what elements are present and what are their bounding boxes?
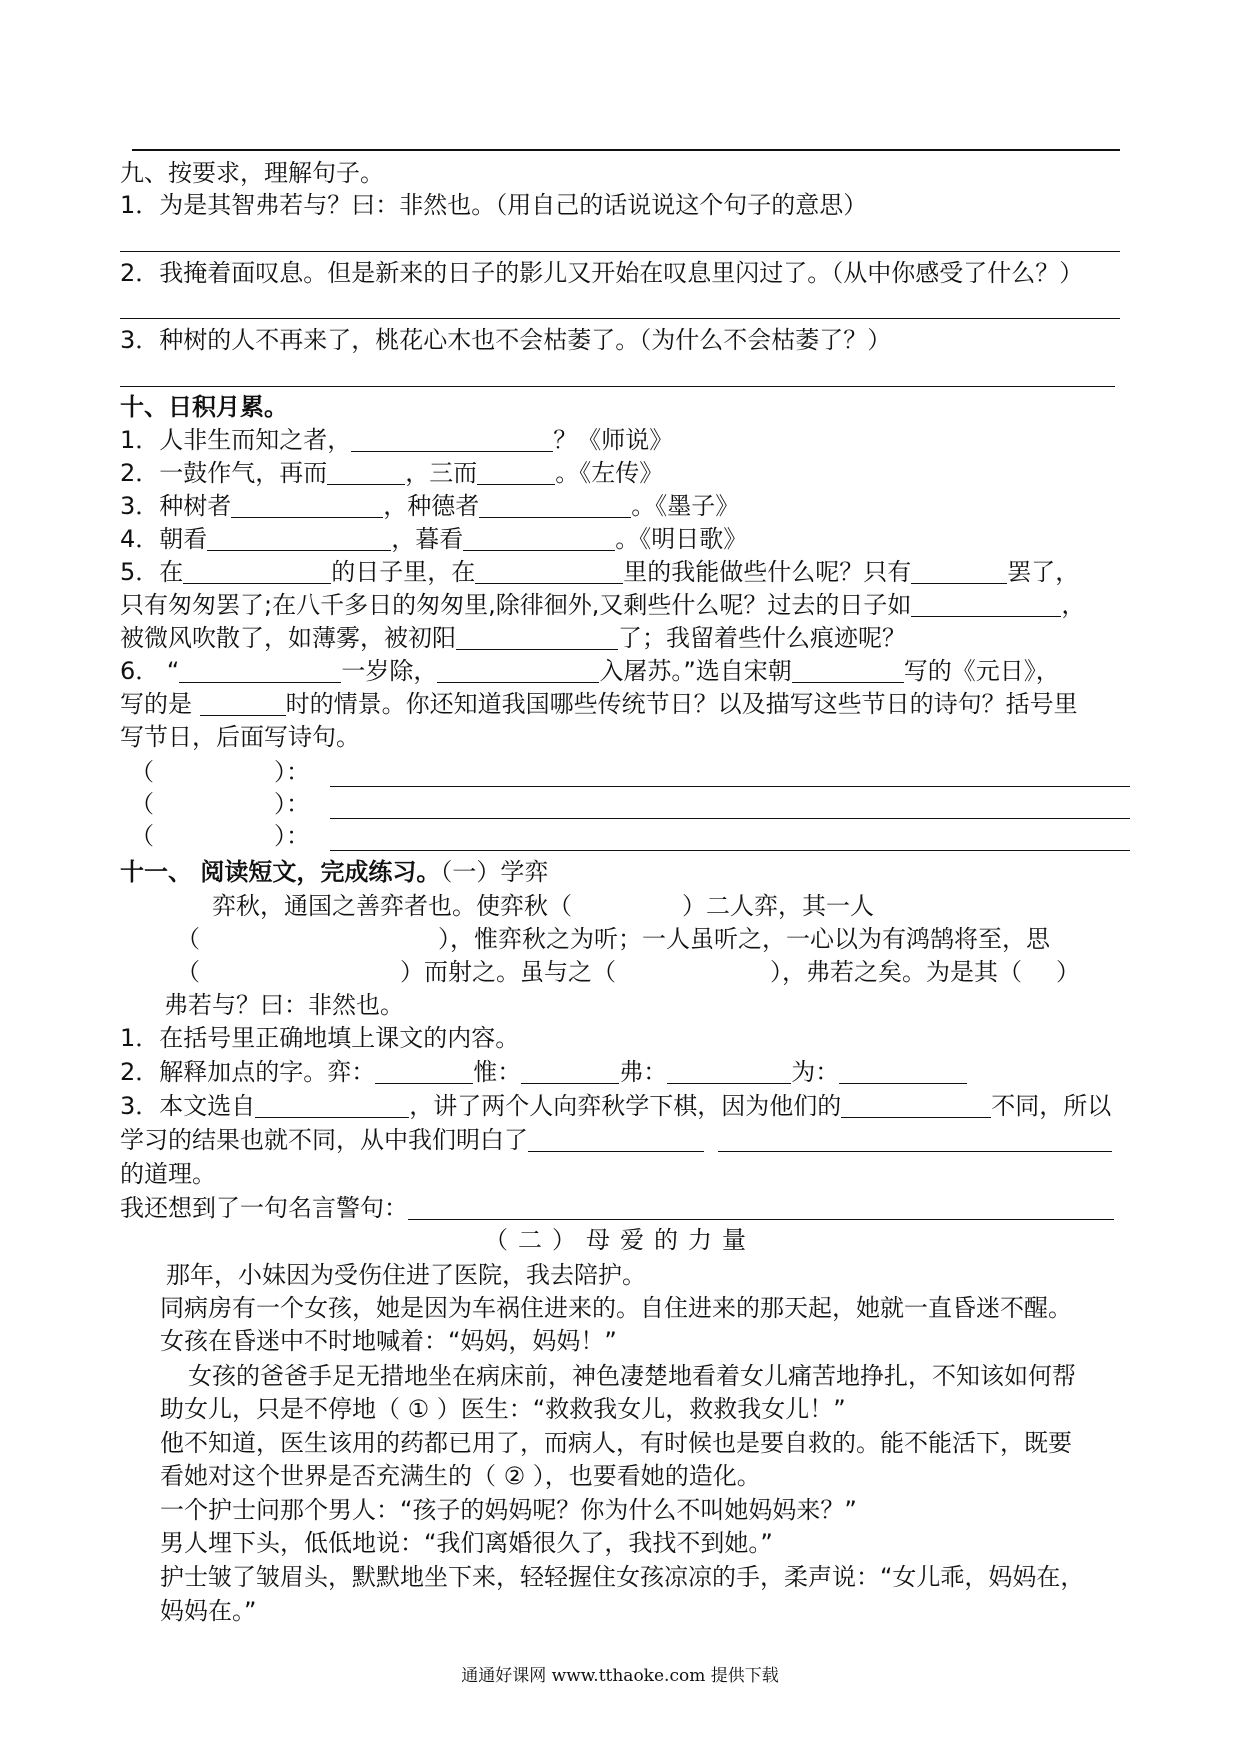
s11-question-3	[120, 1091, 1120, 1121]
blank[interactable]	[375, 1059, 473, 1084]
blank[interactable]	[408, 1195, 1114, 1220]
text: 3．本文选自	[120, 1092, 256, 1120]
s11-question-1: 1．在括号里正确地填上课文的内容。	[120, 1024, 520, 1052]
text: ），弗若之矣。为是其（	[770, 958, 1022, 986]
text: 6． “	[120, 657, 180, 685]
text: ）	[1056, 958, 1080, 986]
text: 4．朝看	[120, 525, 208, 553]
paren-open: （	[130, 758, 154, 786]
text: 弈秋，通国之善弈者也。使弈秋（	[212, 892, 572, 920]
answer-line[interactable]	[132, 149, 1120, 151]
blank[interactable]	[528, 1127, 704, 1152]
title-text: 十一、 阅读短文，完成练习。	[120, 858, 441, 886]
text: ，种德者	[383, 492, 480, 520]
blank[interactable]	[183, 559, 331, 584]
answer-line[interactable]	[330, 818, 1130, 819]
text: 。《墨子》	[631, 492, 740, 520]
passage-2-line: 护士皱了皱眉头，默默地坐下来，轻轻握住女孩凉凉的手，柔声说：“女儿乖，妈妈在，	[160, 1563, 1085, 1591]
text: ？《师说》	[553, 426, 674, 454]
text: 了；我留着些什么痕迹呢？	[618, 624, 906, 652]
blank[interactable]	[200, 691, 286, 716]
passage-2-line: 一个护士问那个男人：“孩子的妈妈呢？你为什么不叫她妈妈来？”	[160, 1496, 857, 1524]
passage-2-line: 男人埋下头，低低地说：“我们离婚很久了，我找不到她。”	[160, 1529, 773, 1557]
text: 1．人非生而知之者，	[120, 426, 352, 454]
blank[interactable]	[327, 460, 405, 485]
blank[interactable]	[456, 625, 618, 650]
text: 罢了，	[1007, 558, 1080, 586]
text: ，讲了两个人向弈秋学下棋，因为他们的	[409, 1092, 842, 1120]
blank[interactable]	[911, 592, 1061, 617]
s10-question-1	[120, 425, 1120, 455]
answer-line[interactable]	[120, 251, 1120, 252]
passage-2-line: 女孩在昏迷中不时地喊着：“妈妈，妈妈！”	[160, 1327, 617, 1355]
s11-question-2	[120, 1057, 1120, 1087]
text: 我还想到了一句名言警句：	[120, 1194, 408, 1222]
text: ）而射之。虽与之（	[400, 958, 616, 986]
blank[interactable]	[839, 1059, 967, 1084]
blank[interactable]	[477, 460, 555, 485]
blank[interactable]	[475, 559, 623, 584]
text: 一岁除，	[341, 657, 438, 685]
s11-question-4	[120, 1193, 1120, 1223]
festival-row-3	[130, 821, 1120, 851]
s10-question-6-line-3: 写节日，后面写诗句。	[120, 723, 360, 751]
s10-question-5	[120, 557, 1120, 587]
paren-close: ）：	[274, 790, 310, 818]
section-9-title: 九、按要求，理解句子。	[120, 159, 384, 187]
blank[interactable]	[479, 493, 631, 518]
blank[interactable]	[351, 427, 553, 452]
s10-question-6-line-2	[120, 689, 1120, 719]
s11-question-3-line-2	[120, 1125, 1120, 1155]
passage-line-3	[176, 957, 1120, 987]
paren-open: （	[130, 822, 154, 850]
section-11-title	[120, 857, 1120, 887]
passage-line-2	[176, 924, 1120, 954]
answer-line[interactable]	[120, 318, 1120, 319]
paren-open: （	[130, 790, 154, 818]
answer-line[interactable]	[330, 850, 1130, 851]
s10-question-4	[120, 524, 1120, 554]
text: 时的情景。你还知道我国哪些传统节日？以及描写这些节日的诗句？括号里	[285, 690, 1078, 718]
s9-question-2: 2．我掩着面叹息。但是新来的日子的影儿又开始在叹息里闪过了。（从中你感受了什么？）	[120, 259, 1084, 287]
paren-close: ）：	[274, 822, 310, 850]
paren-close: ）：	[274, 758, 310, 786]
passage-2-line: 助女儿，只是不停地（ ① ）医生：“救救我女儿，救救我女儿！”	[160, 1395, 846, 1423]
s10-question-5-line-3	[120, 623, 1120, 653]
passage-2-line: 那年，小妹因为受伤住进了医院，我去陪护。	[166, 1261, 646, 1289]
text: ，暮看	[391, 525, 464, 553]
blank[interactable]	[841, 1093, 991, 1118]
s10-question-3	[120, 491, 1120, 521]
text: 2．解释加点的字。弈：	[120, 1058, 376, 1086]
passage-2-line: 妈妈在。”	[160, 1597, 257, 1625]
text: 惟：	[473, 1058, 522, 1086]
footer-credit: 通通好课网 www.tthaoke.com 提供下载	[461, 1666, 779, 1686]
text: 弗：	[619, 1058, 668, 1086]
text: 写的是	[120, 690, 200, 718]
s10-question-5-line-2	[120, 590, 1120, 620]
subtitle-text: （一）学弈	[440, 858, 549, 886]
text: ，三而	[405, 459, 478, 487]
blank[interactable]	[521, 1059, 619, 1084]
text: 不同，所以	[991, 1092, 1112, 1120]
text: 5．在	[120, 558, 184, 586]
passage-2-line: 女孩的爸爸手足无措地坐在病床前，神色凄楚地看着女儿痛苦地挣扎，不知该如何帮	[188, 1362, 1076, 1390]
s9-question-3: 3．种树的人不再来了，桃花心木也不会枯萎了。（为什么不会枯萎了？）	[120, 326, 892, 354]
text: 2．一鼓作气，再而	[120, 459, 328, 487]
s11-question-3-line-3: 的道理。	[120, 1160, 216, 1188]
section-10-title: 十、日积月累。	[120, 393, 288, 421]
text: 3．种树者	[120, 492, 232, 520]
text: 写的《元日》，	[903, 657, 1060, 685]
text: 被微风吹散了，如薄雾，被初阳	[120, 624, 456, 652]
festival-row-2	[130, 789, 1120, 819]
text: 。《左传》	[555, 459, 664, 487]
blank[interactable]	[911, 559, 1007, 584]
blank[interactable]	[718, 1127, 1112, 1152]
answer-line[interactable]	[120, 386, 1115, 387]
text: 为：	[791, 1058, 840, 1086]
passage-line-4: 弗若与？曰：非然也。	[164, 991, 404, 1019]
blank[interactable]	[179, 658, 341, 683]
festival-row-1	[130, 757, 1120, 787]
text: 学习的结果也就不同，从中我们明白了	[120, 1126, 528, 1154]
text: 。《明日歌》	[615, 525, 748, 553]
passage-2-title: （二）母爱的力量	[484, 1226, 756, 1254]
text: 里的我能做些什么呢？只有	[623, 558, 912, 586]
s10-question-2	[120, 458, 1120, 488]
blank[interactable]	[667, 1059, 791, 1084]
text: 入屠苏。”选自宋朝	[599, 657, 792, 685]
text: ）二人弈，其一人	[682, 892, 874, 920]
text: ，	[1061, 591, 1086, 619]
passage-2-line: 看她对这个世界是否充满生的（ ② ），也要看她的造化。	[160, 1462, 761, 1490]
text: 的日子里，在	[331, 558, 476, 586]
text: 只有匆匆罢了;在八千多日的匆匆里,除徘徊外,又剩些什么呢？过去的日子如	[120, 591, 912, 619]
blank[interactable]	[231, 493, 383, 518]
s9-question-1: 1．为是其智弗若与？曰：非然也。（用自己的话说说这个句子的意思）	[120, 191, 868, 219]
answer-line[interactable]	[330, 786, 1130, 787]
blank[interactable]	[437, 658, 599, 683]
blank[interactable]	[207, 526, 391, 551]
passage-2-line: 同病房有一个女孩，她是因为车祸住进来的。自住进来的那天起，她就一直昏迷不醒。	[160, 1294, 1072, 1322]
text: （	[176, 958, 200, 986]
blank[interactable]	[255, 1093, 409, 1118]
blank[interactable]	[463, 526, 615, 551]
s10-question-6	[120, 656, 1120, 686]
passage-line-1	[212, 891, 1120, 921]
text: ），惟弈秋之为听；一人虽听之，一心以为有鸿鹄将至，思	[438, 925, 1050, 953]
blank[interactable]	[792, 658, 904, 683]
passage-2-line: 他不知道，医生该用的药都已用了，而病人，有时候也是要自救的。能不能活下，既要	[160, 1429, 1072, 1457]
text: （	[176, 925, 200, 953]
